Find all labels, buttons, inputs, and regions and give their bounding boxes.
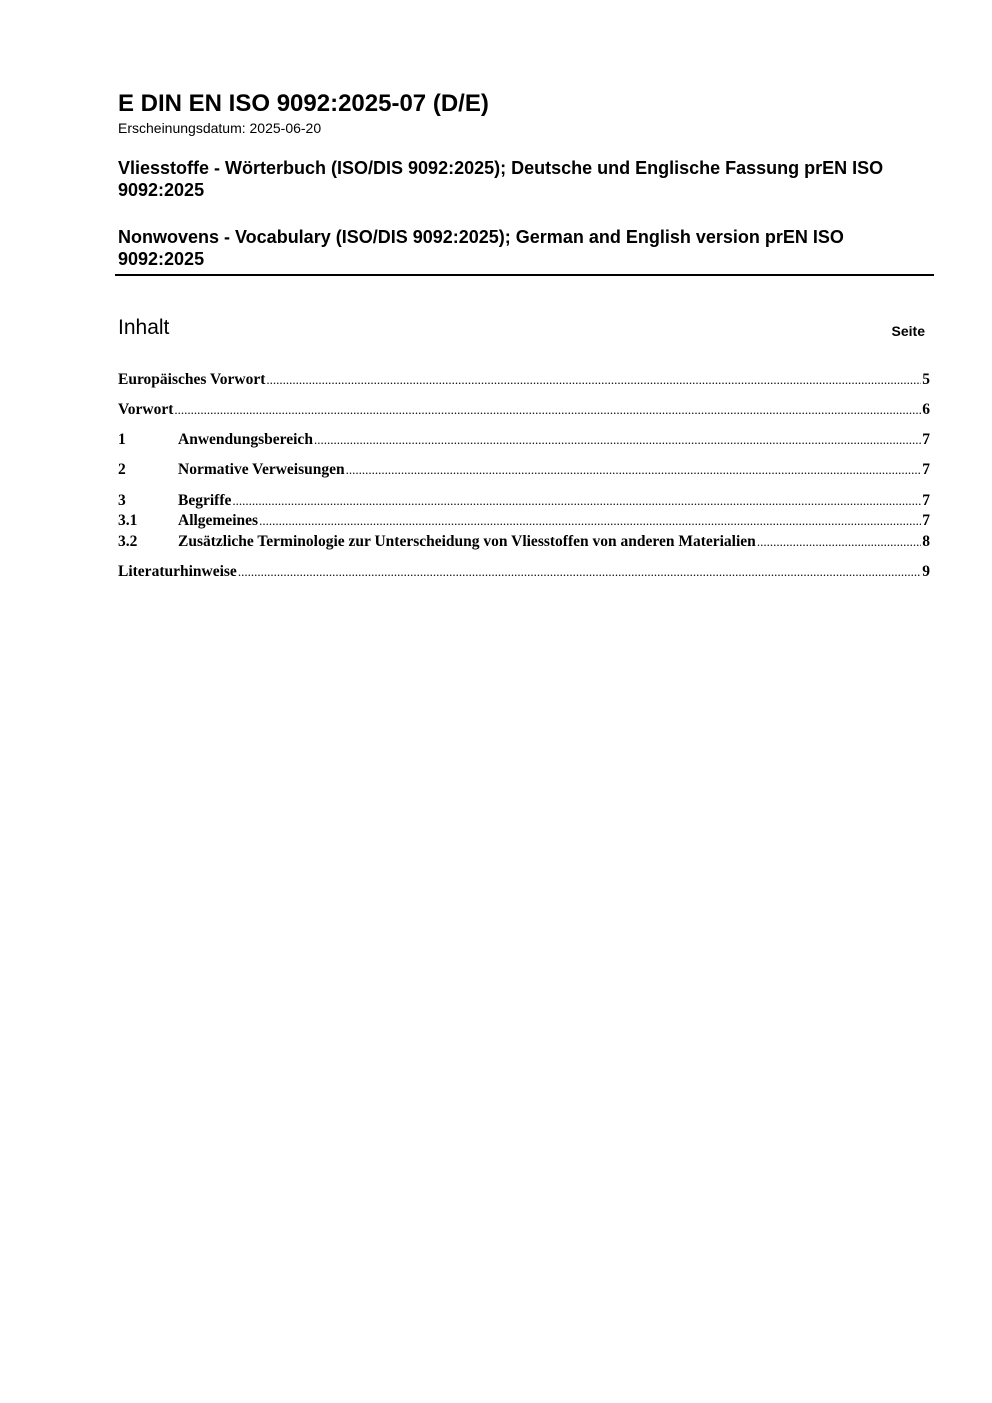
title-german: Vliesstoffe - Wörterbuch (ISO/DIS 9092:2025); Deutsche und Englische Fassung prEN ISO 9092:2025	[118, 158, 884, 200]
toc-entry-zusaetzliche-terminologie[interactable]	[118, 532, 930, 552]
toc-entry-page: 6	[922, 401, 930, 418]
toc-leader-dots	[266, 370, 921, 390]
toc-entry-vorwort[interactable]	[118, 400, 930, 420]
toc-entry-page: 7	[922, 512, 930, 529]
toc-entry-literaturhinweise[interactable]	[118, 562, 930, 582]
toc-entry-number: 3.2	[118, 533, 138, 550]
toc-leader-dots	[174, 400, 921, 420]
toc-entry-page: 7	[922, 431, 930, 448]
toc-entry-page: 8	[922, 533, 930, 550]
toc-entry-label: Normative Verweisungen	[178, 461, 345, 478]
toc-entry-normative-verweisungen[interactable]	[118, 460, 930, 480]
toc-entry-begriffe[interactable]	[118, 491, 930, 511]
toc-entry-allgemeines[interactable]	[118, 511, 930, 531]
toc-entry-label: Allgemeines	[178, 512, 259, 529]
table-of-contents	[118, 370, 930, 582]
toc-leader-dots	[238, 562, 921, 582]
toc-entry-number: 3.1	[118, 512, 138, 529]
toc-entry-page: 9	[922, 563, 930, 580]
toc-entry-number: 1	[118, 431, 126, 448]
toc-leader-dots	[232, 491, 921, 511]
toc-entry-anwendungsbereich[interactable]	[118, 430, 930, 450]
document-id: E DIN EN ISO 9092:2025-07 (D/E)	[118, 90, 489, 117]
document-header	[118, 89, 934, 270]
toc-leader-dots	[314, 430, 921, 450]
toc-entry-number: 2	[118, 461, 126, 478]
toc-leader-dots	[259, 511, 921, 531]
toc-entry-label: Vorwort	[118, 401, 174, 418]
toc-title: Inhalt	[118, 316, 170, 339]
toc-entry-page: 7	[922, 492, 930, 509]
toc-leader-dots	[757, 532, 921, 552]
toc-leader-dots	[346, 460, 921, 480]
toc-entry-page: 7	[922, 461, 930, 478]
toc-entry-label: Europäisches Vorwort	[118, 371, 266, 388]
toc-entry-label: Literaturhinweise	[118, 563, 237, 580]
publication-date: Erscheinungsdatum: 2025-06-20	[118, 120, 322, 136]
title-english: Nonwovens - Vocabulary (ISO/DIS 9092:2025); German and English version prEN ISO 9092:2025	[118, 227, 844, 269]
toc-entry-europaeisches-vorwort[interactable]	[118, 370, 930, 390]
toc-page-column-label: Seite	[891, 323, 925, 339]
toc-entry-label: Zusätzliche Terminologie zur Unterscheidung von Vliesstoffen von anderen Materialien	[178, 533, 756, 550]
toc-entry-number: 3	[118, 492, 126, 509]
header-divider	[115, 274, 934, 276]
toc-entry-page: 5	[922, 371, 930, 388]
toc-entry-label: Begriffe	[178, 492, 232, 509]
toc-entry-label: Anwendungsbereich	[178, 431, 313, 448]
